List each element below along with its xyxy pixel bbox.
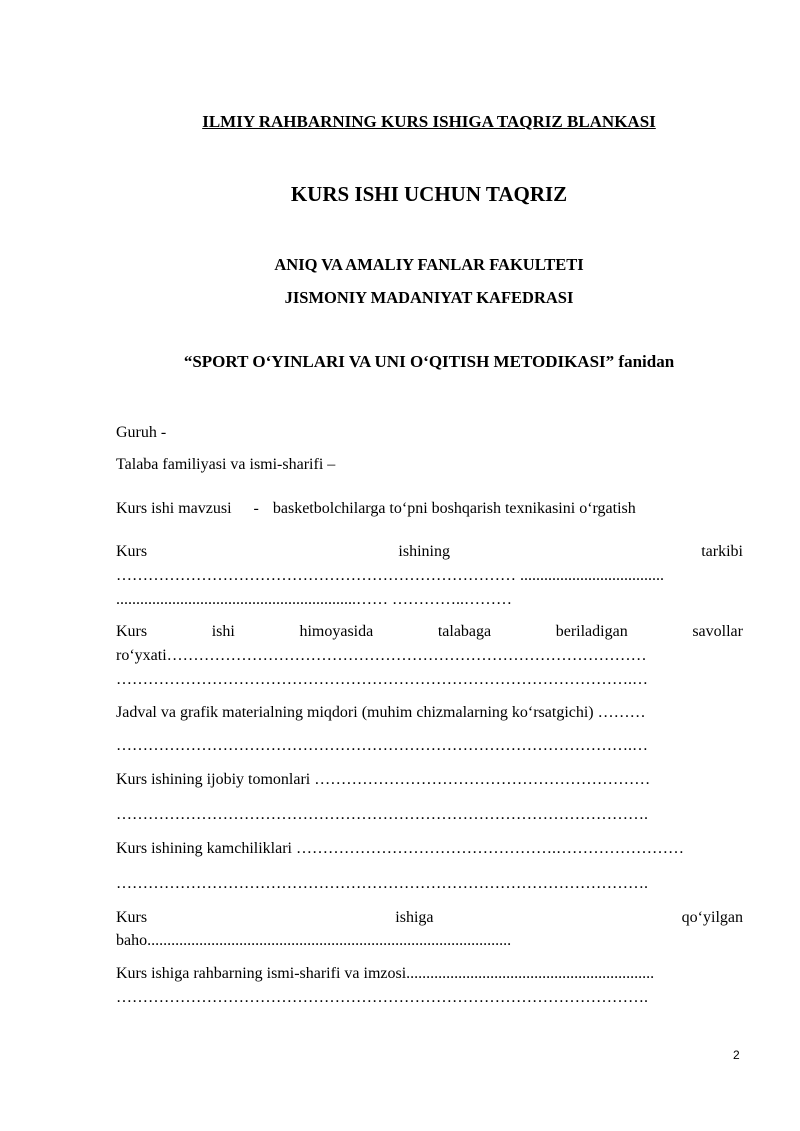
- questions-word: Kurs: [116, 623, 148, 640]
- department-name: JISMONIY MADANIYAT KAFEDRASI: [284, 288, 574, 307]
- questions-word: beriladigan: [555, 623, 628, 640]
- supervisor-dots-line: ……………………………………………………………………………………….: [116, 989, 648, 1006]
- tables-dots-line: …………………………………………………………………………………….…: [116, 737, 648, 754]
- student-name-field: Talaba familiyasi va ismi-sharifi –: [116, 456, 336, 473]
- structure-dots-line: ………………………………………………………………… ....................................: [116, 567, 664, 584]
- questions-dots-line: …………………………………………………………………………………….…: [116, 671, 648, 688]
- weaknesses-field: Kurs ishining kamchiliklari ………………………………………….……………………: [116, 840, 684, 857]
- grade-word: Kurs: [116, 909, 148, 926]
- grade-word: qo‘yilgan: [681, 909, 743, 926]
- structure-dots-line: ............................................................…… …………..………: [116, 591, 512, 608]
- questions-word: savollar: [692, 623, 743, 640]
- structure-field: [116, 543, 743, 561]
- positive-dots-line: ……………………………………………………………………………………….: [116, 806, 648, 823]
- supervisor-field: Kurs ishiga rahbarning ismi-sharifi va imzosi..............................................................: [116, 965, 655, 982]
- topic-dash: -: [253, 500, 259, 517]
- positive-aspects-field: Kurs ishining ijobiy tomonlari ………………………………………………………: [116, 771, 651, 788]
- topic-value: basketbolchilarga to‘pni boshqarish texnikasini o‘rgatish: [272, 500, 636, 517]
- document-title: KURS ISHI UCHUN TAQRIZ: [290, 182, 568, 206]
- questions-word: ishi: [211, 623, 235, 640]
- form-main-title: ILMIY RAHBARNING KURS ISHIGA TAQRIZ BLANKASI: [202, 112, 656, 131]
- grade-field: [116, 909, 743, 927]
- weaknesses-dots-line: ……………………………………………………………………………………….: [116, 875, 648, 892]
- structure-word: ishining: [398, 543, 450, 560]
- questions-word: himoyasida: [299, 623, 374, 640]
- faculty-name: ANIQ VA AMALIY FANLAR FAKULTETI: [274, 255, 584, 274]
- topic-label: Kurs ishi mavzusi: [116, 500, 232, 517]
- structure-word: tarkibi: [701, 543, 743, 560]
- topic-field: [116, 500, 743, 518]
- questions-line: ro‘yxati………………………………………………………………………………: [116, 647, 647, 664]
- subject-name: “SPORT O‘YINLARI VA UNI O‘QITISH METODIKASI” fanidan: [183, 352, 675, 371]
- page-number: 2: [733, 1048, 740, 1062]
- questions-word: talabaga: [437, 623, 492, 640]
- tables-field: Jadval va grafik materialning miqdori (muhim chizmalarning ko‘rsatgichi) ………: [116, 704, 646, 721]
- structure-word: Kurs: [116, 543, 148, 560]
- grade-word: ishiga: [395, 909, 434, 926]
- questions-field: [116, 623, 743, 641]
- group-field: Guruh -: [116, 424, 167, 441]
- grade-line: baho...........................................................................................: [116, 932, 512, 949]
